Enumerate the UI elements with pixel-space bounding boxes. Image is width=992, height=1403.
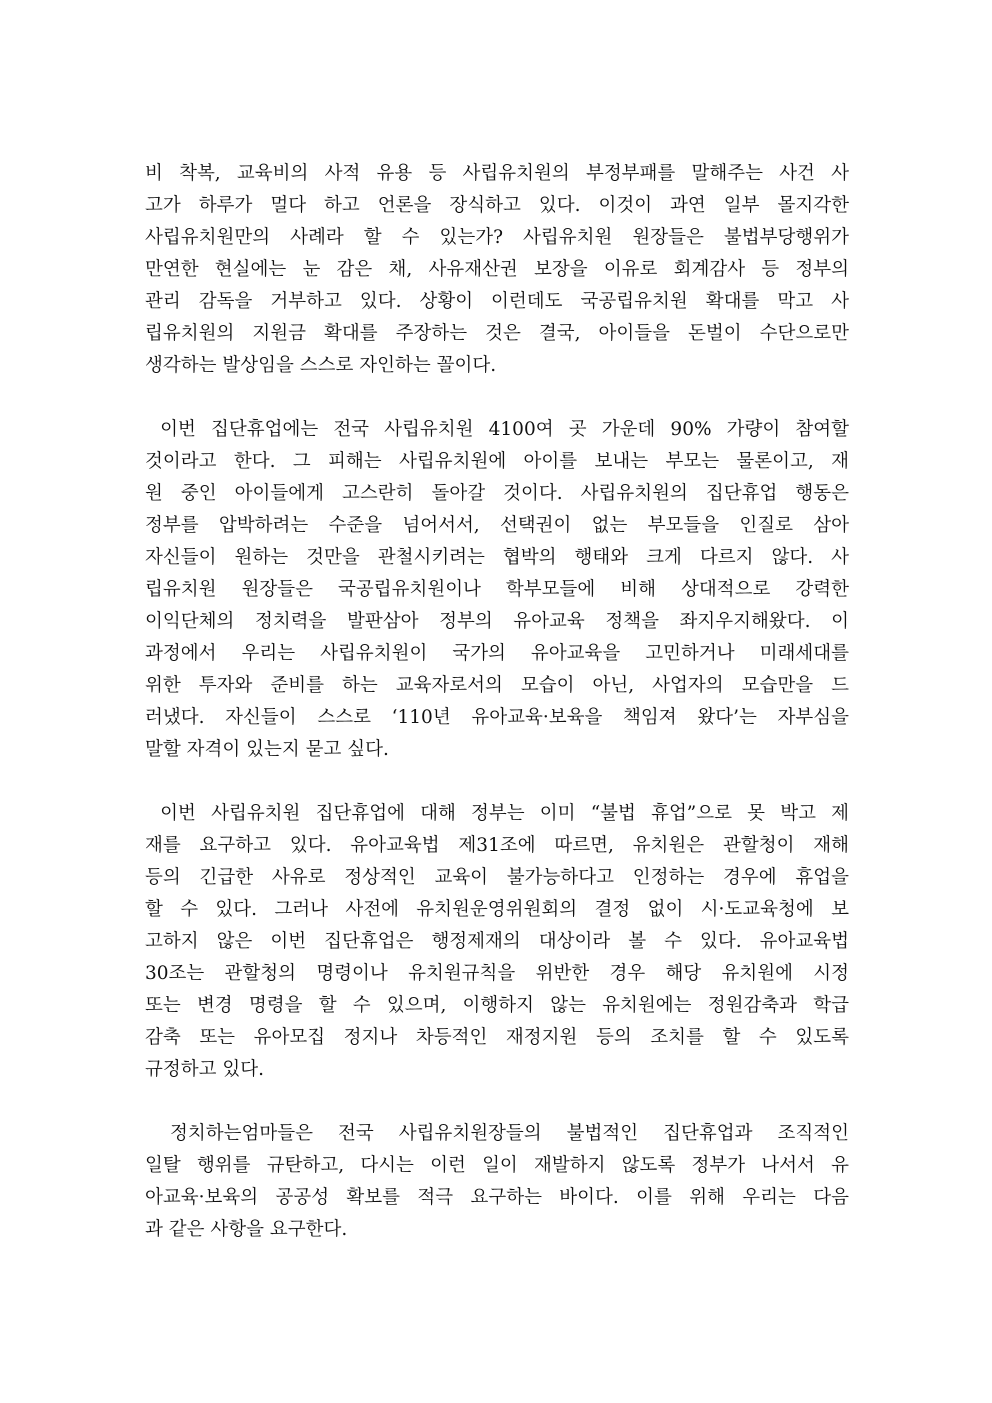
text-line: 비 착복, 교육비의 사적 유용 등 사립유치원의 부정부패를 말해주는 사건 사 xyxy=(145,163,849,184)
text-line: 아교육·보육의 공공성 확보를 적극 요구하는 바이다. 이를 위해 우리는 다음 xyxy=(145,1187,849,1208)
document-page xyxy=(145,158,849,1246)
text-line: 등의 긴급한 사유로 정상적인 교육이 불가능하다고 인정하는 경우에 휴업을 xyxy=(145,867,849,888)
text-line: 이번 집단휴업에는 전국 사립유치원 4100여 곳 가운데 90% 가량이 참여할 xyxy=(145,419,849,440)
paragraph-spacer xyxy=(145,382,849,414)
paragraph-3 xyxy=(145,798,849,1086)
paragraph-1 xyxy=(145,158,849,382)
text-line: 과정에서 우리는 사립유치원이 국가의 유아교육을 고민하거나 미래세대를 xyxy=(145,643,849,664)
text-line: 자신들이 원하는 것만을 관철시키려는 협박의 행태와 크게 다르지 않다. 사 xyxy=(145,547,849,568)
text-line: 할 수 있다. 그러나 사전에 유치원운영위원회의 결정 없이 시·도교육청에 보 xyxy=(145,899,849,920)
text-line: 립유치원의 지원금 확대를 주장하는 것은 결국, 아이들을 돈벌이 수단으로만 xyxy=(145,323,849,344)
text-line: 30조는 관할청의 명령이나 유치원규칙을 위반한 경우 해당 유치원에 시정 xyxy=(145,963,849,984)
text-line: 것이라고 한다. 그 피해는 사립유치원에 아이를 보내는 부모는 물론이고, 재 xyxy=(145,451,849,472)
text-line: 관리 감독을 거부하고 있다. 상황이 이런데도 국공립유치원 확대를 막고 사 xyxy=(145,291,849,312)
text-line: 고가 하루가 멀다 하고 언론을 장식하고 있다. 이것이 과연 일부 몰지각한 xyxy=(145,195,849,216)
text-line: 또는 변경 명령을 할 수 있으며, 이행하지 않는 유치원에는 정원감축과 학급 xyxy=(145,995,849,1016)
text-line: 고하지 않은 이번 집단휴업은 행정제재의 대상이라 볼 수 있다. 유아교육법 xyxy=(145,931,849,952)
text-line: 위한 투자와 준비를 하는 교육자로서의 모습이 아닌, 사업자의 모습만을 드 xyxy=(145,675,849,696)
paragraph-spacer xyxy=(145,766,849,798)
text-line: 사립유치원만의 사례라 할 수 있는가? 사립유치원 원장들은 불법부당행위가 xyxy=(145,227,849,248)
paragraph-4 xyxy=(145,1118,849,1246)
text-line: 원 중인 아이들에게 고스란히 돌아갈 것이다. 사립유치원의 집단휴업 행동은 xyxy=(145,483,849,504)
text-line: 립유치원 원장들은 국공립유치원이나 학부모들에 비해 상대적으로 강력한 xyxy=(145,579,849,600)
text-line: 재를 요구하고 있다. 유아교육법 제31조에 따르면, 유치원은 관할청이 재해 xyxy=(145,835,849,856)
text-line: 생각하는 발상임을 스스로 자인하는 꼴이다. xyxy=(145,355,497,376)
text-line: 일탈 행위를 규탄하고, 다시는 이런 일이 재발하지 않도록 정부가 나서서 유 xyxy=(145,1155,849,1176)
paragraph-2 xyxy=(145,414,849,766)
paragraph-spacer xyxy=(145,1086,849,1118)
text-line: 말할 자격이 있는지 묻고 싶다. xyxy=(145,739,389,760)
text-line: 과 같은 사항을 요구한다. xyxy=(145,1219,348,1240)
text-line: 정부를 압박하려는 수준을 넘어서서, 선택권이 없는 부모들을 인질로 삼아 xyxy=(145,515,849,536)
text-line: 러냈다. 자신들이 스스로 ‘110년 유아교육·보육을 책임져 왔다’는 자부심을 xyxy=(145,707,849,728)
text-line: 이번 사립유치원 집단휴업에 대해 정부는 이미 “불법 휴업”으로 못 박고 제 xyxy=(145,803,849,824)
text-line: 만연한 현실에는 눈 감은 채, 사유재산권 보장을 이유로 회계감사 등 정부의 xyxy=(145,259,849,280)
text-line: 감축 또는 유아모집 정지나 차등적인 재정지원 등의 조치를 할 수 있도록 xyxy=(145,1027,849,1048)
text-line: 규정하고 있다. xyxy=(145,1059,264,1080)
text-line: 정치하는엄마들은 전국 사립유치원장들의 불법적인 집단휴업과 조직적인 xyxy=(145,1123,849,1144)
text-line: 이익단체의 정치력을 발판삼아 정부의 유아교육 정책을 좌지우지해왔다. 이 xyxy=(145,611,849,632)
